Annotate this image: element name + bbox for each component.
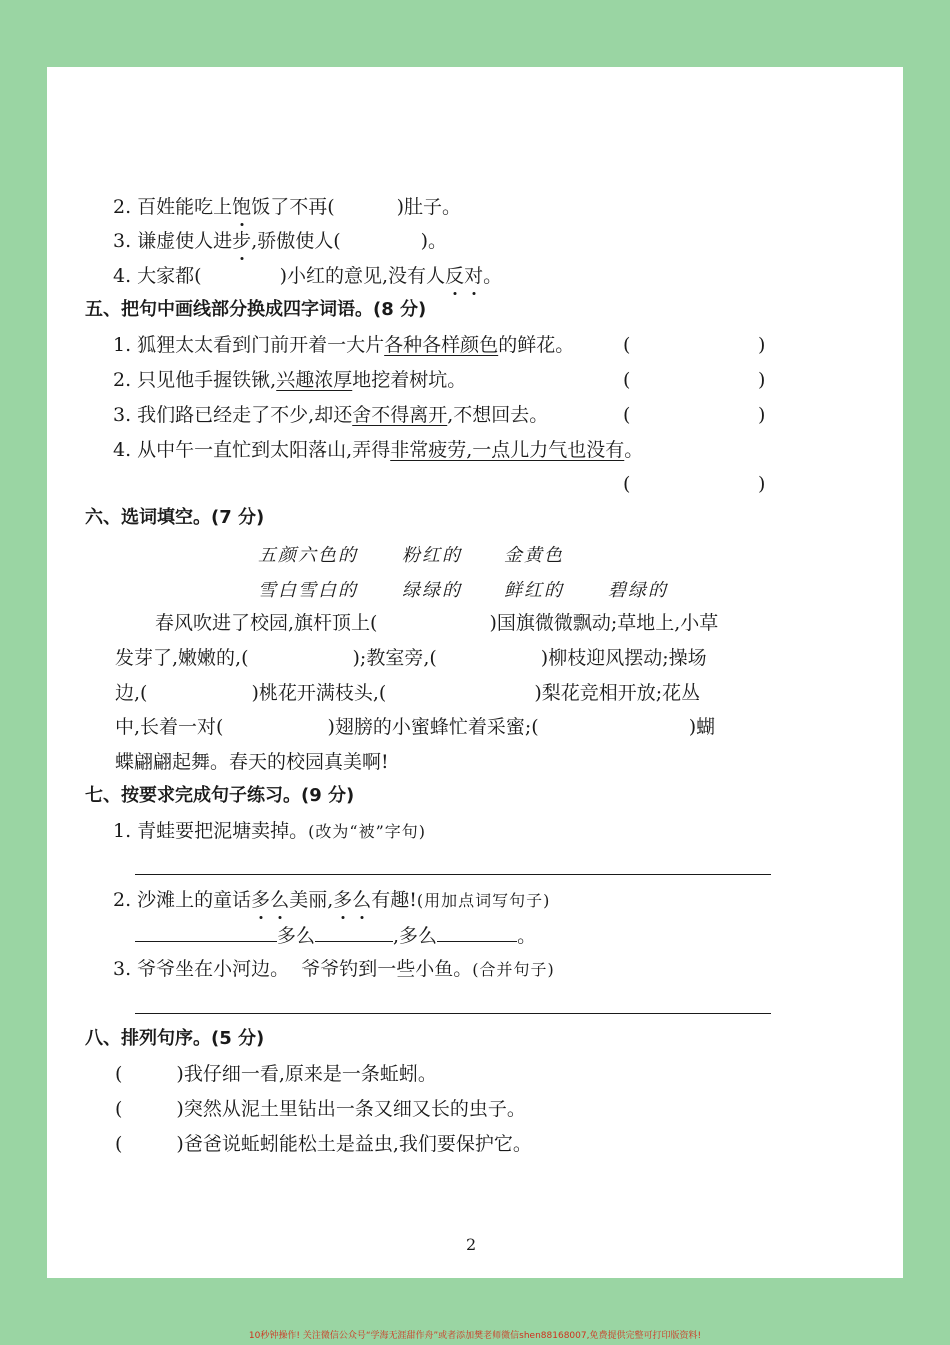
q5-answer-2-close: )	[758, 369, 766, 391]
q6-passage-line-3: 边,( )桃花开满枝头,( )梨花竞相开放;花丛	[115, 682, 701, 704]
q5-answer-1-open[interactable]: (	[623, 334, 631, 356]
word-choice: 鲜红的	[504, 580, 564, 601]
q6-passage-line-2: 发芽了,嫩嫩的,( );教室旁,( )柳枝迎风摆动;操场	[115, 647, 707, 669]
q5-answer-1-close: )	[758, 334, 766, 356]
answer-line[interactable]	[135, 874, 771, 875]
page-number: 2	[466, 1235, 477, 1254]
word-choice: 碧绿的	[608, 580, 668, 601]
q4-item-4: 4. 大家都( )小红的意见,没有人反对。	[113, 265, 503, 287]
section-5-title: 五、把句中画线部分换成四字词语。(8 分)	[85, 299, 427, 320]
word-choice: 绿绿的	[402, 580, 462, 601]
q5-answer-3-close: )	[758, 404, 766, 426]
word-choice: 雪白雪白的	[258, 580, 358, 601]
order-paren[interactable]: (	[115, 1098, 123, 1120]
q5-item-1: 1. 狐狸太太看到门前开着一大片各种各样颜色的鲜花。	[113, 334, 575, 356]
worksheet-page	[47, 67, 903, 1278]
q8-item: ( )爸爸说蚯蚓能松土是益虫,我们要保护它。	[115, 1133, 532, 1155]
q7-item-2: 2. 沙滩上的童话多么美丽,多么有趣!(用加点词写句子)	[113, 889, 551, 911]
section-6-title: 六、选词填空。(7 分)	[85, 507, 265, 528]
order-paren[interactable]: (	[115, 1133, 123, 1155]
q4-item-2: 2. 百姓能吃上饱饭了不再( )肚子。	[113, 196, 462, 218]
q6-passage-line-5: 蝶翩翩起舞。春天的校园真美啊!	[115, 751, 389, 773]
word-choice: 粉红的	[402, 545, 462, 566]
word-choice: 金黄色	[504, 545, 564, 566]
q5-item-3: 3. 我们路已经走了不少,却还舍不得离开,不想回去。	[113, 404, 549, 426]
q7-item-1: 1. 青蛙要把泥塘卖掉。(改为“被”字句)	[113, 820, 427, 842]
q5-answer-3-open[interactable]: (	[623, 404, 631, 426]
footer-note: 10秒钟操作! 关注微信公众号“学海无涯甜作舟”或者添加樊老师微信shen88168007,免费提供完整可打印版资料!	[248, 1331, 702, 1341]
section-8-title: 八、排列句序。(5 分)	[85, 1028, 265, 1049]
section-7-title: 七、按要求完成句子练习。(9 分)	[85, 785, 355, 806]
answer-blank[interactable]	[135, 923, 277, 942]
q4-item-3: 3. 谦虚使人进步,骄傲使人( )。	[113, 230, 448, 252]
q5-answer-4-close: )	[758, 473, 766, 495]
answer-blank[interactable]	[315, 923, 393, 942]
answer-line[interactable]	[135, 1013, 771, 1014]
order-paren[interactable]: (	[115, 1063, 123, 1085]
q5-item-4: 4. 从中午一直忙到太阳落山,弄得非常疲劳,一点儿力气也没有。	[113, 439, 644, 461]
q7-item-2-fill: 多么 ,多么 。	[135, 923, 536, 948]
q6-passage-line-4: 中,长着一对( )翅膀的小蜜蜂忙着采蜜;( )蝴	[115, 716, 716, 738]
answer-blank[interactable]	[437, 923, 517, 942]
q5-answer-2-open[interactable]: (	[623, 369, 631, 391]
q8-item: ( )我仔细一看,原来是一条蚯蚓。	[115, 1063, 437, 1085]
q7-item-3: 3. 爷爷坐在小河边。 爷爷钓到一些小鱼。(合并句子)	[113, 958, 555, 980]
q5-item-2: 2. 只见他手握铁锹,兴趣浓厚地挖着树坑。	[113, 369, 467, 391]
word-choice: 五颜六色的	[258, 545, 358, 566]
q6-passage-line-1: 春风吹进了校园,旗杆顶上( )国旗微微飘动;草地上,小草	[155, 612, 719, 634]
q5-answer-4-open[interactable]: (	[623, 473, 631, 495]
q8-item: ( )突然从泥土里钻出一条又细又长的虫子。	[115, 1098, 526, 1120]
